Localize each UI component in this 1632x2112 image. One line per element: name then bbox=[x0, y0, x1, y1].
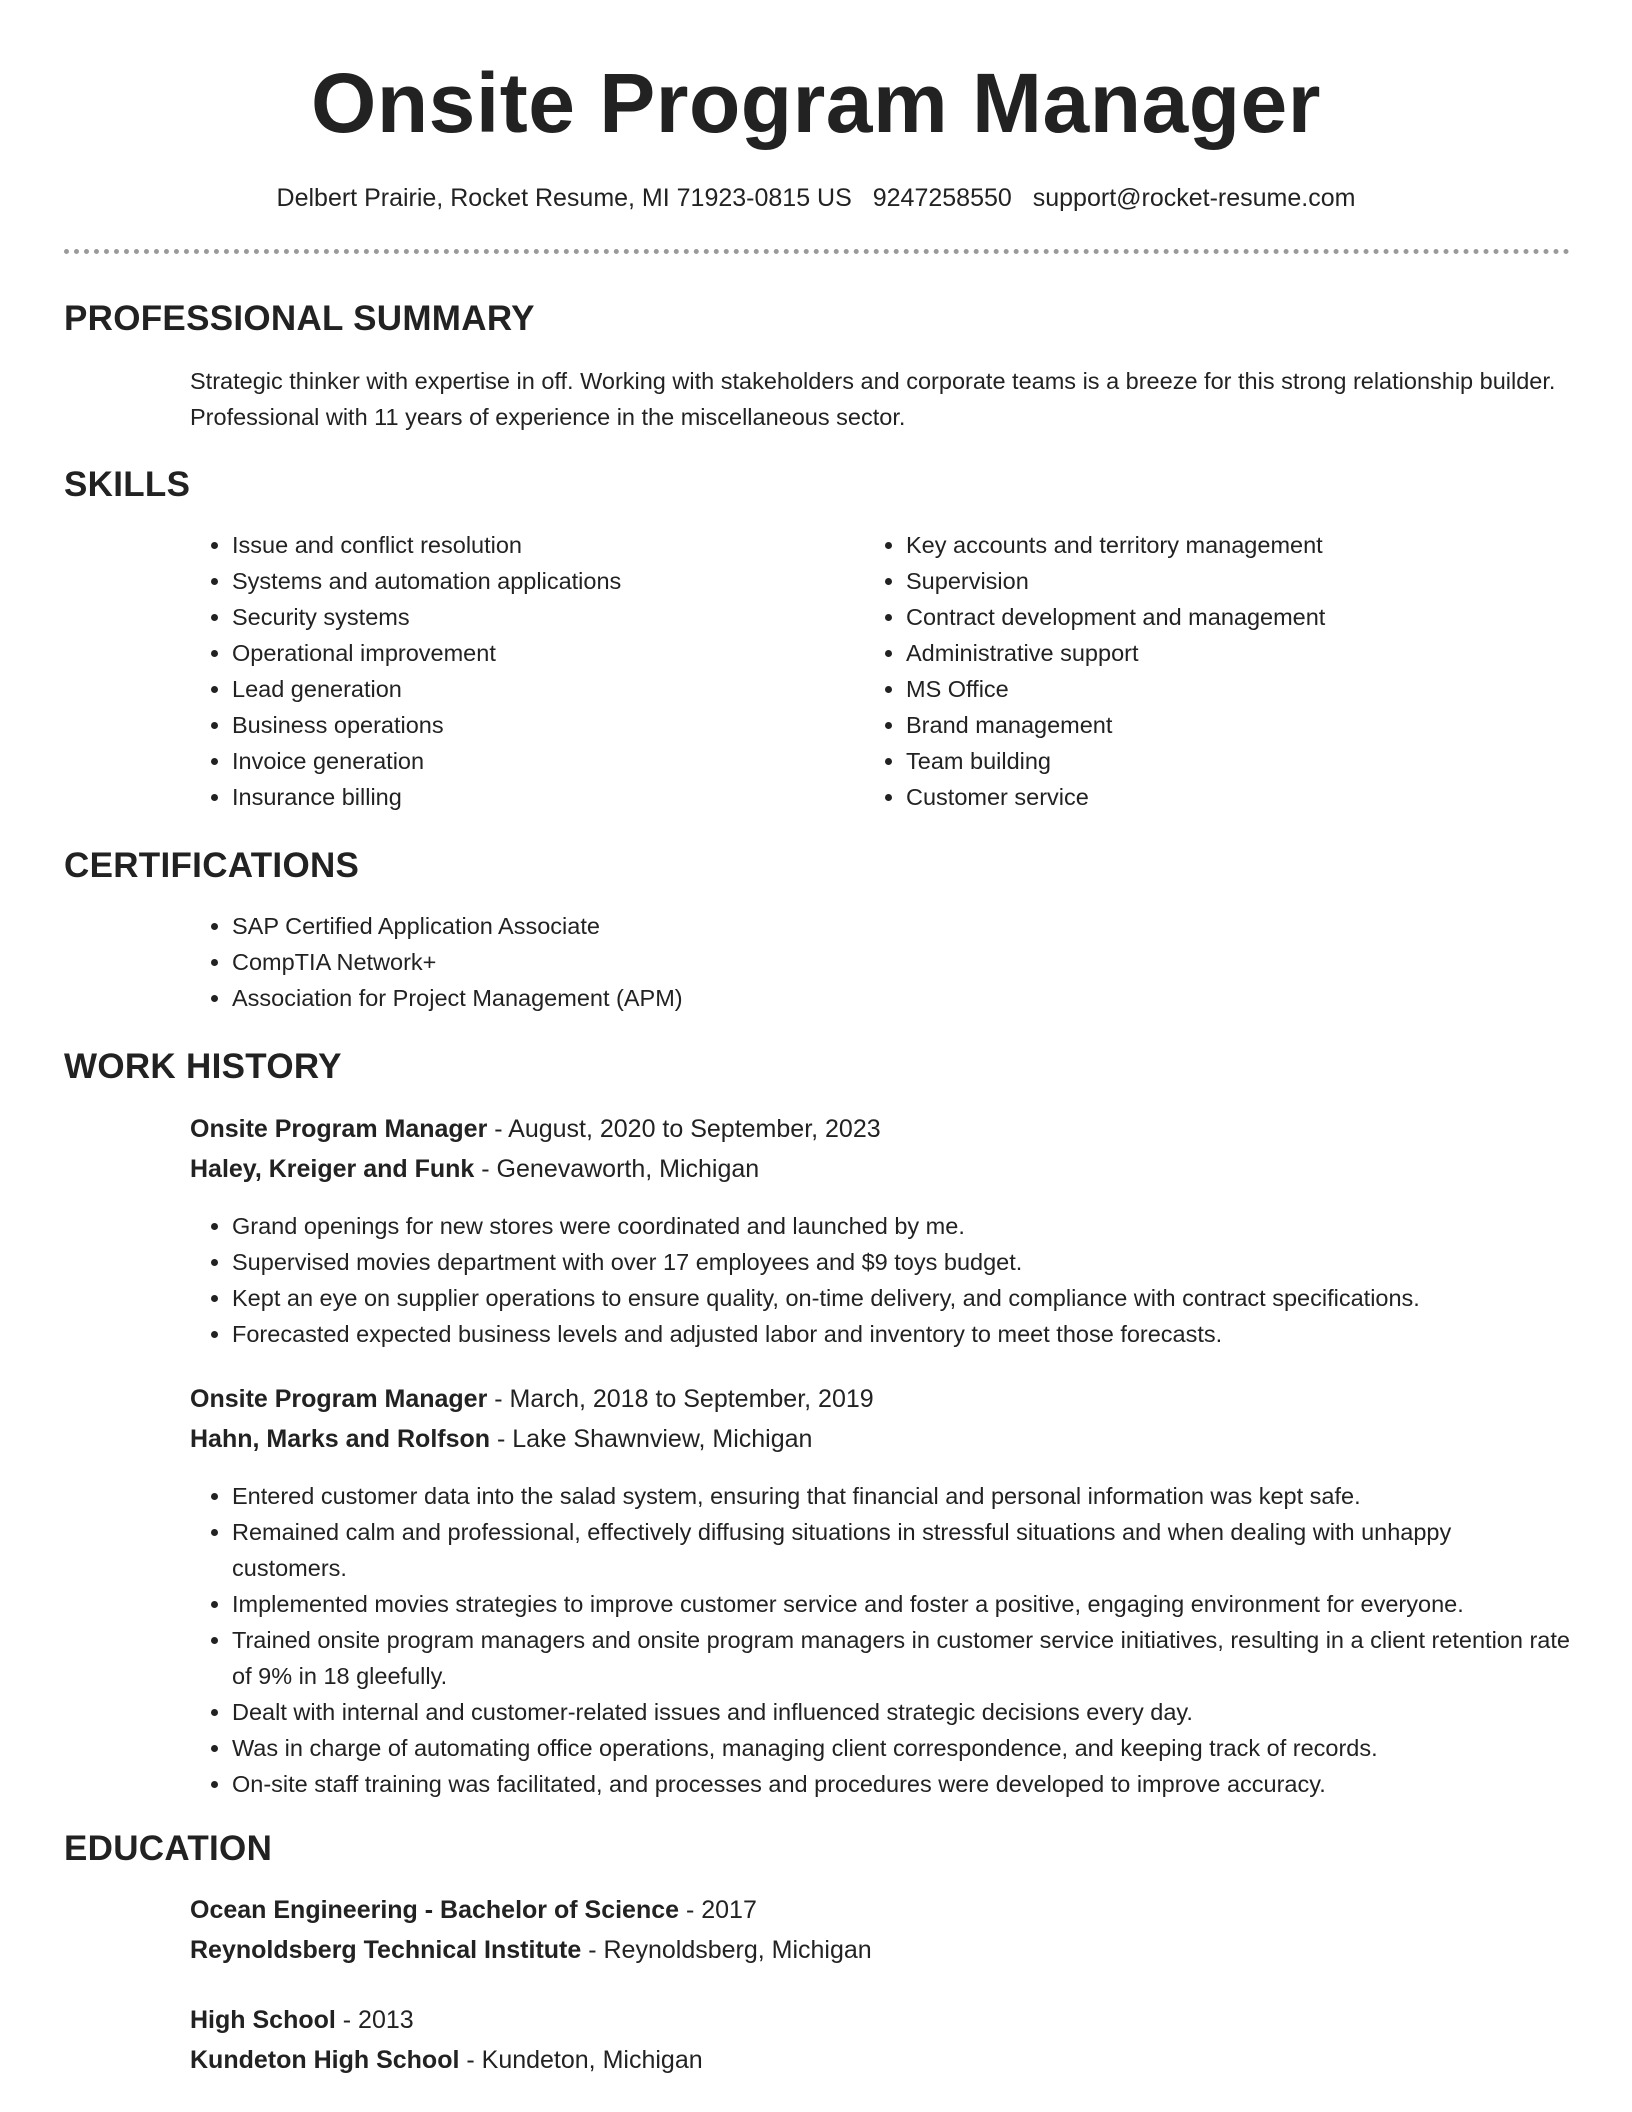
skill-item: • Administrative support bbox=[906, 635, 1564, 671]
education-entry bbox=[190, 1890, 1570, 1970]
skill-item: • Key accounts and territory management bbox=[906, 527, 1564, 563]
job-title-line bbox=[190, 1379, 1570, 1419]
job-bullet: • Remained calm and professional, effectively diffusing situations in stressful situations and when dealing with unhappy customers. bbox=[232, 1514, 1570, 1586]
skills-list-right bbox=[864, 527, 1564, 815]
skill-item: • Customer service bbox=[906, 779, 1564, 815]
skill-item: • Issue and conflict resolution bbox=[232, 527, 830, 563]
education-school-line bbox=[190, 1930, 1570, 1970]
section-title-skills: SKILLS bbox=[64, 465, 191, 504]
job-entry bbox=[190, 1109, 1570, 1189]
certification-item: • CompTIA Network+ bbox=[232, 944, 1570, 980]
job-role: Onsite Program Manager bbox=[190, 1385, 488, 1413]
contact-email: support@rocket-resume.com bbox=[1032, 184, 1356, 212]
resume-name: Onsite Program Manager bbox=[311, 56, 1321, 150]
job-bullet: • Implemented movies strategies to improve customer service and foster a positive, engaging environment for everyone. bbox=[232, 1586, 1570, 1622]
section-title-summary: PROFESSIONAL SUMMARY bbox=[64, 299, 535, 338]
certifications-list bbox=[190, 908, 1570, 1016]
job-location: - Lake Shawnview, Michigan bbox=[490, 1425, 813, 1453]
certification-item: • SAP Certified Application Associate bbox=[232, 908, 1570, 944]
education-degree-line bbox=[190, 1890, 1570, 1930]
job-dates: - August, 2020 to September, 2023 bbox=[487, 1115, 881, 1143]
skill-item: • Brand management bbox=[906, 707, 1564, 743]
job-bullet: • Kept an eye on supplier operations to ensure quality, on-time delivery, and compliance with contract specifications. bbox=[232, 1280, 1570, 1316]
contact-address: Delbert Prairie, Rocket Resume, MI 71923-0815 US bbox=[276, 184, 852, 212]
contact-phone: 9247258550 bbox=[872, 184, 1012, 212]
job-bullets bbox=[190, 1478, 1570, 1802]
job-company-line bbox=[190, 1149, 1570, 1189]
contact-line bbox=[0, 178, 1632, 218]
skill-item: • Contract development and management bbox=[906, 599, 1564, 635]
skill-item: • Insurance billing bbox=[232, 779, 830, 815]
header-divider bbox=[64, 249, 1570, 254]
education-location: - Reynoldsberg, Michigan bbox=[581, 1936, 872, 1964]
job-location: - Genevaworth, Michigan bbox=[474, 1155, 760, 1183]
skill-item: • Security systems bbox=[232, 599, 830, 635]
skill-item: • Business operations bbox=[232, 707, 830, 743]
skill-item: • Supervision bbox=[906, 563, 1564, 599]
skills-list-left bbox=[190, 527, 830, 815]
education-school: Kundeton High School bbox=[190, 2046, 460, 2074]
job-company: Hahn, Marks and Rolfson bbox=[190, 1425, 491, 1453]
section-title-work-history: WORK HISTORY bbox=[64, 1047, 342, 1086]
skill-item: • Team building bbox=[906, 743, 1564, 779]
education-location: - Kundeton, Michigan bbox=[459, 2046, 703, 2074]
education-school: Reynoldsberg Technical Institute bbox=[190, 1936, 582, 1964]
education-degree: Ocean Engineering - Bachelor of Science bbox=[190, 1896, 680, 1924]
job-bullet: • Grand openings for new stores were coordinated and launched by me. bbox=[232, 1208, 1570, 1244]
job-bullet: • On-site staff training was facilitated, and processes and procedures were developed to improve accuracy. bbox=[232, 1766, 1570, 1802]
job-company: Haley, Kreiger and Funk bbox=[190, 1155, 475, 1183]
education-year: - 2013 bbox=[335, 2006, 414, 2034]
job-company-line bbox=[190, 1419, 1570, 1459]
job-entry bbox=[190, 1379, 1570, 1459]
job-bullet: • Forecasted expected business levels and adjusted labor and inventory to meet those forecasts. bbox=[232, 1316, 1570, 1352]
job-dates: - March, 2018 to September, 2019 bbox=[487, 1385, 874, 1413]
skill-item: • MS Office bbox=[906, 671, 1564, 707]
skill-item: • Systems and automation applications bbox=[232, 563, 830, 599]
certification-item: • Association for Project Management (APM) bbox=[232, 980, 1570, 1016]
job-bullet: • Dealt with internal and customer-related issues and influenced strategic decisions every day. bbox=[232, 1694, 1570, 1730]
education-degree-line bbox=[190, 2000, 1570, 2040]
summary-text: Strategic thinker with expertise in off. Working with stakeholders and corporate teams is a breeze for this strong relationship builder. Professional with 11 years of experience in the miscellaneous sector. bbox=[190, 368, 1556, 430]
skill-item: • Invoice generation bbox=[232, 743, 830, 779]
job-bullets bbox=[190, 1208, 1570, 1352]
section-title-education: EDUCATION bbox=[64, 1829, 273, 1868]
job-role: Onsite Program Manager bbox=[190, 1115, 488, 1143]
job-bullet: • Entered customer data into the salad system, ensuring that financial and personal information was kept safe. bbox=[232, 1478, 1570, 1514]
education-degree: High School bbox=[190, 2006, 336, 2034]
job-title-line bbox=[190, 1109, 1570, 1149]
section-title-certifications: CERTIFICATIONS bbox=[64, 846, 360, 885]
skill-item: • Operational improvement bbox=[232, 635, 830, 671]
job-bullet: • Was in charge of automating office operations, managing client correspondence, and keeping track of records. bbox=[232, 1730, 1570, 1766]
skill-item: • Lead generation bbox=[232, 671, 830, 707]
education-entry bbox=[190, 2000, 1570, 2080]
education-school-line bbox=[190, 2040, 1570, 2080]
education-year: - 2017 bbox=[679, 1896, 757, 1924]
job-bullet: • Supervised movies department with over 17 employees and $9 toys budget. bbox=[232, 1244, 1570, 1280]
job-bullet: • Trained onsite program managers and onsite program managers in customer service initiatives, resulting in a client retention rate of 9% in 18 gleefully. bbox=[232, 1622, 1570, 1694]
